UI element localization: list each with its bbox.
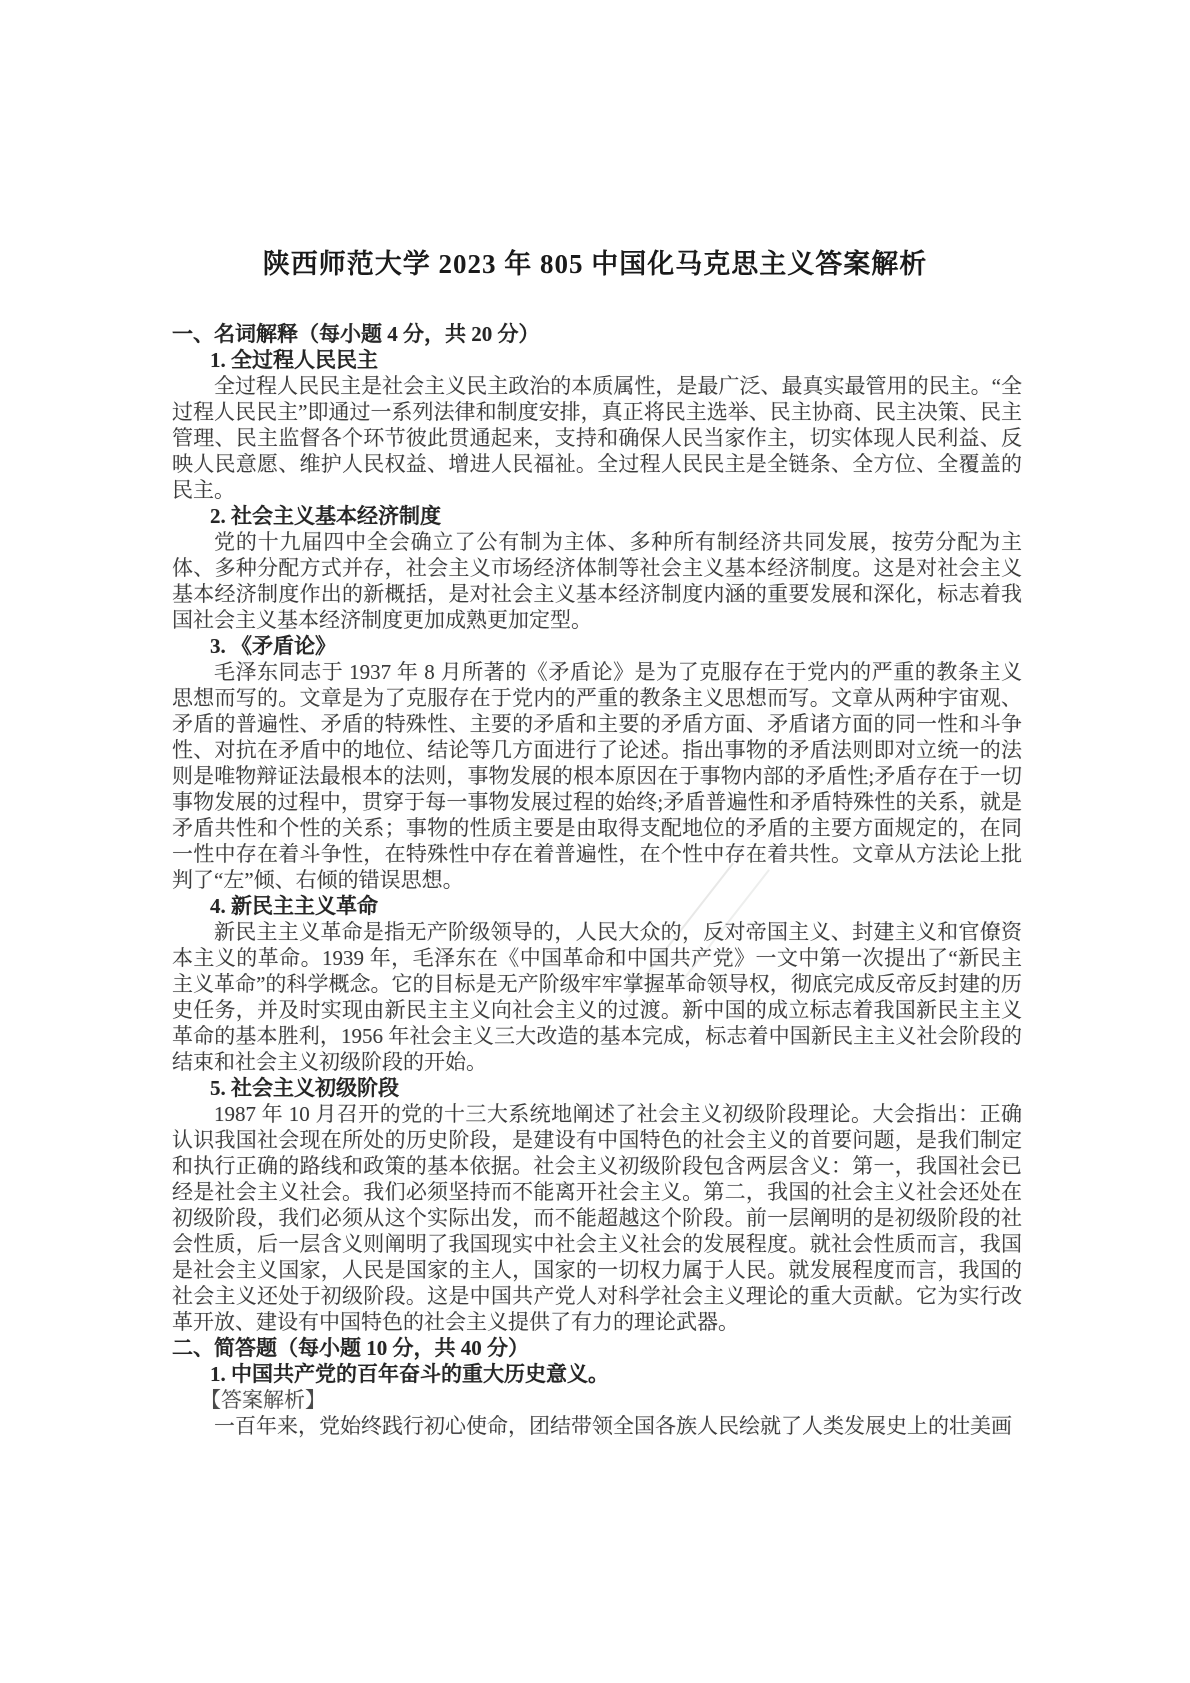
term-3-title: 3. 《矛盾论》 bbox=[210, 634, 336, 658]
question-1-title: 1. 中国共产党的百年奋斗的重大历史意义。 bbox=[210, 1362, 609, 1386]
page-title: 陕西师范大学 2023 年 805 中国化马克思主义答案解析 bbox=[262, 249, 928, 279]
section-1-heading: 一、名词解释（每小题 4 分，共 20 分） bbox=[172, 322, 540, 346]
term-3-definition: 毛泽东同志于 1937 年 8 月所著的《矛盾论》是为了克服存在于党内的严重的教条主义思想而写的。文章是为了克服存在于党内的严重的教条主义思想而写。文章从两种宇宙观、矛盾的普遍性、矛盾的特殊性、主要的矛盾和主要的矛盾方面、矛盾诸方面的同一性和斗争性、对抗在矛盾中的地位、结论等几方面进行了论述。指出事物的矛盾法则即对立统一的法则是唯物辩证法最根本的法则，事物发展的根本原因在于事物内部的矛盾性;矛盾存在于一切事物发展的过程中，贯穿于每一事物发展过程的始终;矛盾普遍性和矛盾特殊性的关系，就是矛盾共性和个性的关系；事物的性质主要是由取得支配地位的矛盾的主要方面规定的，在同一性中存在着斗争性，在特殊性中存在着普遍性，在个性中存在着共性。文章从方法论上批判了“左”倾、右倾的错误思想。 bbox=[172, 660, 1022, 892]
term-5-definition: 1987 年 10 月召开的党的十三大系统地阐述了社会主义初级阶段理论。大会指出：正确认识我国社会现在所处的历史阶段，是建设有中国特色的社会主义的首要问题，是我们制定和执行正确的路线和政策的基本依据。社会主义初级阶段包含两层含义：第一，我国社会已经是社会主义社会。我们必须坚持而不能离开社会主义。第二，我国的社会主义社会还处在初级阶段，我们必须从这个实际出发，而不能超越这个阶段。前一层阐明的是初级阶段的社会性质，后一层含义则阐明了我国现实中社会主义社会的发展程度。就社会性质而言，我国是社会主义国家，人民是国家的主人，国家的一切权力属于人民。就发展程度而言，我国的社会主义还处于初级阶段。这是中国共产党人对科学社会主义理论的重大贡献。它为实行改革开放、建设有中国特色的社会主义提供了有力的理论武器。 bbox=[172, 1102, 1022, 1334]
answer-1-body: 一百年来，党始终践行初心使命，团结带领全国各族人民绘就了人类发展史上的壮美画 bbox=[214, 1414, 1012, 1438]
document-body bbox=[172, 321, 1022, 1439]
term-4-title: 4. 新民主主义革命 bbox=[210, 894, 378, 918]
term-5-title: 5. 社会主义初级阶段 bbox=[210, 1076, 399, 1100]
section-2-heading: 二、简答题（每小题 10 分，共 40 分） bbox=[172, 1336, 529, 1360]
term-2-definition: 党的十九届四中全会确立了公有制为主体、多种所有制经济共同发展，按劳分配为主体、多种分配方式并存，社会主义市场经济体制等社会主义基本经济制度。这是对社会主义基本经济制度作出的新概括，是对社会主义基本经济制度内涵的重要发展和深化，标志着我国社会主义基本经济制度更加成熟更加定型。 bbox=[172, 530, 1022, 632]
answer-analysis-label: 【答案解析】 bbox=[200, 1388, 326, 1412]
term-4-definition: 新民主主义革命是指无产阶级领导的，人民大众的，反对帝国主义、封建主义和官僚资本主义的革命。1939 年，毛泽东在《中国革命和中国共产党》一文中第一次提出了“新民主主义革命”的科学概念。它的目标是无产阶级牢牢掌握革命领导权，彻底完成反帝反封建的历史任务，并及时实现由新民主主义向社会主义的过渡。新中国的成立标志着我国新民主主义革命的基本胜利，1956 年社会主义三大改造的基本完成，标志着中国新民主主义社会阶段的结束和社会主义初级阶段的开始。 bbox=[172, 920, 1022, 1074]
term-1-title: 1. 全过程人民民主 bbox=[210, 348, 378, 372]
term-2-title: 2. 社会主义基本经济制度 bbox=[210, 504, 441, 528]
term-1-definition: 全过程人民民主是社会主义民主政治的本质属性，是最广泛、最真实最管用的民主。“全过程人民民主”即通过一系列法律和制度安排，真正将民主选举、民主协商、民主决策、民主管理、民主监督各个环节彼此贯通起来，支持和确保人民当家作主，切实体现人民利益、反映人民意愿、维护人民权益、增进人民福祉。全过程人民民主是全链条、全方位、全覆盖的民主。 bbox=[172, 374, 1022, 502]
